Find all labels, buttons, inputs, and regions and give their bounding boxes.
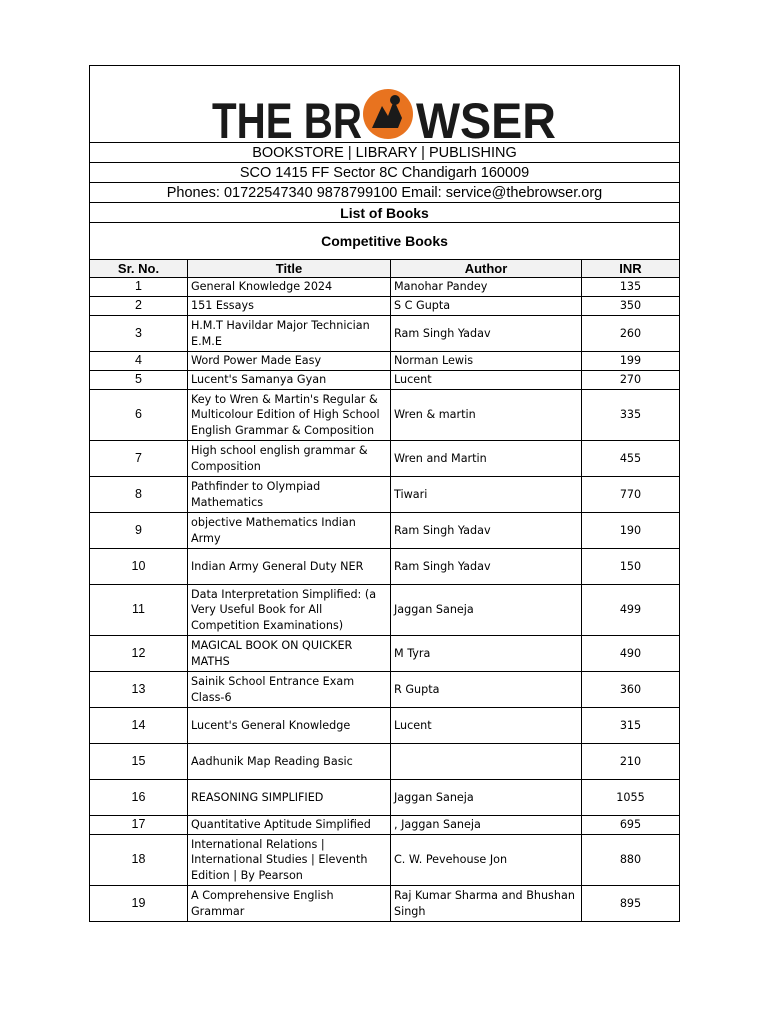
cell-author: Wren & martin	[391, 390, 582, 441]
cell-sr-no: 1	[90, 278, 188, 297]
table-row	[90, 744, 680, 780]
brand-text-right: WSER	[416, 93, 556, 142]
cell-sr-no: 8	[90, 477, 188, 513]
cell-sr-no: 11	[90, 585, 188, 636]
list-title: List of Books	[90, 203, 680, 223]
cell-title: Data Interpretation Simplified: (a Very Useful Book for All Competition Examinations)	[188, 585, 391, 636]
cell-inr: 135	[582, 278, 680, 297]
cell-author: Lucent	[391, 371, 582, 390]
book-list-table	[89, 65, 680, 922]
table-row	[90, 352, 680, 371]
col-header-inr: INR	[582, 260, 680, 278]
cell-title: 151 Essays	[188, 297, 391, 316]
cell-inr: 315	[582, 708, 680, 744]
table-row	[90, 708, 680, 744]
col-header-author: Author	[391, 260, 582, 278]
logo-row	[90, 66, 680, 143]
cell-inr: 190	[582, 513, 680, 549]
cell-inr: 199	[582, 352, 680, 371]
book-rows	[90, 278, 680, 922]
cell-author: Norman Lewis	[391, 352, 582, 371]
cell-author: , Jaggan Saneja	[391, 816, 582, 835]
cell-sr-no: 9	[90, 513, 188, 549]
cell-author: Raj Kumar Sharma and Bhushan Singh	[391, 886, 582, 922]
table-row	[90, 780, 680, 816]
cell-sr-no: 19	[90, 886, 188, 922]
cell-sr-no: 5	[90, 371, 188, 390]
cell-title: Sainik School Entrance Exam Class-6	[188, 672, 391, 708]
cell-title: Key to Wren & Martin's Regular & Multicolour Edition of High School English Grammar & Composition	[188, 390, 391, 441]
cell-title: Pathfinder to Olympiad Mathematics	[188, 477, 391, 513]
cell-sr-no: 6	[90, 390, 188, 441]
cell-sr-no: 13	[90, 672, 188, 708]
cell-inr: 360	[582, 672, 680, 708]
cell-sr-no: 12	[90, 636, 188, 672]
column-header-row	[90, 260, 680, 278]
cell-inr: 335	[582, 390, 680, 441]
table-row	[90, 886, 680, 922]
table-row	[90, 441, 680, 477]
table-row	[90, 513, 680, 549]
cell-sr-no: 7	[90, 441, 188, 477]
contact-info: Phones: 01722547340 9878799100 Email: service@thebrowser.org	[90, 183, 680, 203]
table-row	[90, 672, 680, 708]
cell-title: H.M.T Havildar Major Technician E.M.E	[188, 316, 391, 352]
cell-author: Wren and Martin	[391, 441, 582, 477]
col-header-sr-no: Sr. No.	[90, 260, 188, 278]
cell-inr: 490	[582, 636, 680, 672]
cell-author: Lucent	[391, 708, 582, 744]
cell-inr: 1055	[582, 780, 680, 816]
cell-title: Indian Army General Duty NER	[188, 549, 391, 585]
the-browser-logo	[212, 78, 557, 142]
cell-inr: 210	[582, 744, 680, 780]
cell-author: S C Gupta	[391, 297, 582, 316]
cell-author: Manohar Pandey	[391, 278, 582, 297]
cell-inr: 695	[582, 816, 680, 835]
table-row	[90, 636, 680, 672]
cell-sr-no: 18	[90, 835, 188, 886]
cell-author: Jaggan Saneja	[391, 780, 582, 816]
table-row	[90, 297, 680, 316]
cell-author: R Gupta	[391, 672, 582, 708]
cell-author	[391, 744, 582, 780]
cell-inr: 880	[582, 835, 680, 886]
cell-title: Word Power Made Easy	[188, 352, 391, 371]
table-row	[90, 278, 680, 297]
address: SCO 1415 FF Sector 8C Chandigarh 160009	[90, 163, 680, 183]
cell-title: Lucent's General Knowledge	[188, 708, 391, 744]
cell-author: Ram Singh Yadav	[391, 316, 582, 352]
cell-author: Ram Singh Yadav	[391, 513, 582, 549]
cell-inr: 350	[582, 297, 680, 316]
section-title: Competitive Books	[90, 223, 680, 260]
tagline-row	[90, 143, 680, 163]
cell-title: Quantitative Aptitude Simplified	[188, 816, 391, 835]
cell-title: General Knowledge 2024	[188, 278, 391, 297]
table-row	[90, 316, 680, 352]
cell-title: objective Mathematics Indian Army	[188, 513, 391, 549]
cell-author: Jaggan Saneja	[391, 585, 582, 636]
logo-cell	[90, 66, 680, 143]
orange-circle-icon	[363, 89, 413, 139]
cell-inr: 499	[582, 585, 680, 636]
cell-author: Ram Singh Yadav	[391, 549, 582, 585]
cell-sr-no: 15	[90, 744, 188, 780]
table-row	[90, 477, 680, 513]
cell-sr-no: 3	[90, 316, 188, 352]
table-row	[90, 835, 680, 886]
cell-title: Lucent's Samanya Gyan	[188, 371, 391, 390]
table-row	[90, 371, 680, 390]
cell-inr: 260	[582, 316, 680, 352]
cell-title: High school english grammar & Composition	[188, 441, 391, 477]
brand-logo	[90, 66, 679, 142]
address-row	[90, 163, 680, 183]
cell-inr: 895	[582, 886, 680, 922]
cell-title: A Comprehensive English Grammar	[188, 886, 391, 922]
cell-author: M Tyra	[391, 636, 582, 672]
contact-row	[90, 183, 680, 203]
col-header-title: Title	[188, 260, 391, 278]
tagline: BOOKSTORE | LIBRARY | PUBLISHING	[90, 143, 680, 163]
cell-inr: 455	[582, 441, 680, 477]
table-row	[90, 549, 680, 585]
brand-text-left: THE BR	[212, 93, 362, 142]
cell-author: Tiwari	[391, 477, 582, 513]
cell-inr: 270	[582, 371, 680, 390]
table-row	[90, 816, 680, 835]
cell-sr-no: 14	[90, 708, 188, 744]
cell-sr-no: 2	[90, 297, 188, 316]
cell-title: Aadhunik Map Reading Basic	[188, 744, 391, 780]
cell-sr-no: 17	[90, 816, 188, 835]
book-list-sheet	[89, 65, 679, 922]
cell-title: International Relations | International Studies | Eleventh Edition | By Pearson	[188, 835, 391, 886]
cell-author: C. W. Pevehouse Jon	[391, 835, 582, 886]
cell-sr-no: 16	[90, 780, 188, 816]
cell-title: MAGICAL BOOK ON QUICKER MATHS	[188, 636, 391, 672]
cell-inr: 770	[582, 477, 680, 513]
section-title-row	[90, 223, 680, 260]
list-title-row	[90, 203, 680, 223]
cell-inr: 150	[582, 549, 680, 585]
cell-sr-no: 10	[90, 549, 188, 585]
cell-sr-no: 4	[90, 352, 188, 371]
cell-title: REASONING SIMPLIFIED	[188, 780, 391, 816]
table-row	[90, 390, 680, 441]
table-row	[90, 585, 680, 636]
